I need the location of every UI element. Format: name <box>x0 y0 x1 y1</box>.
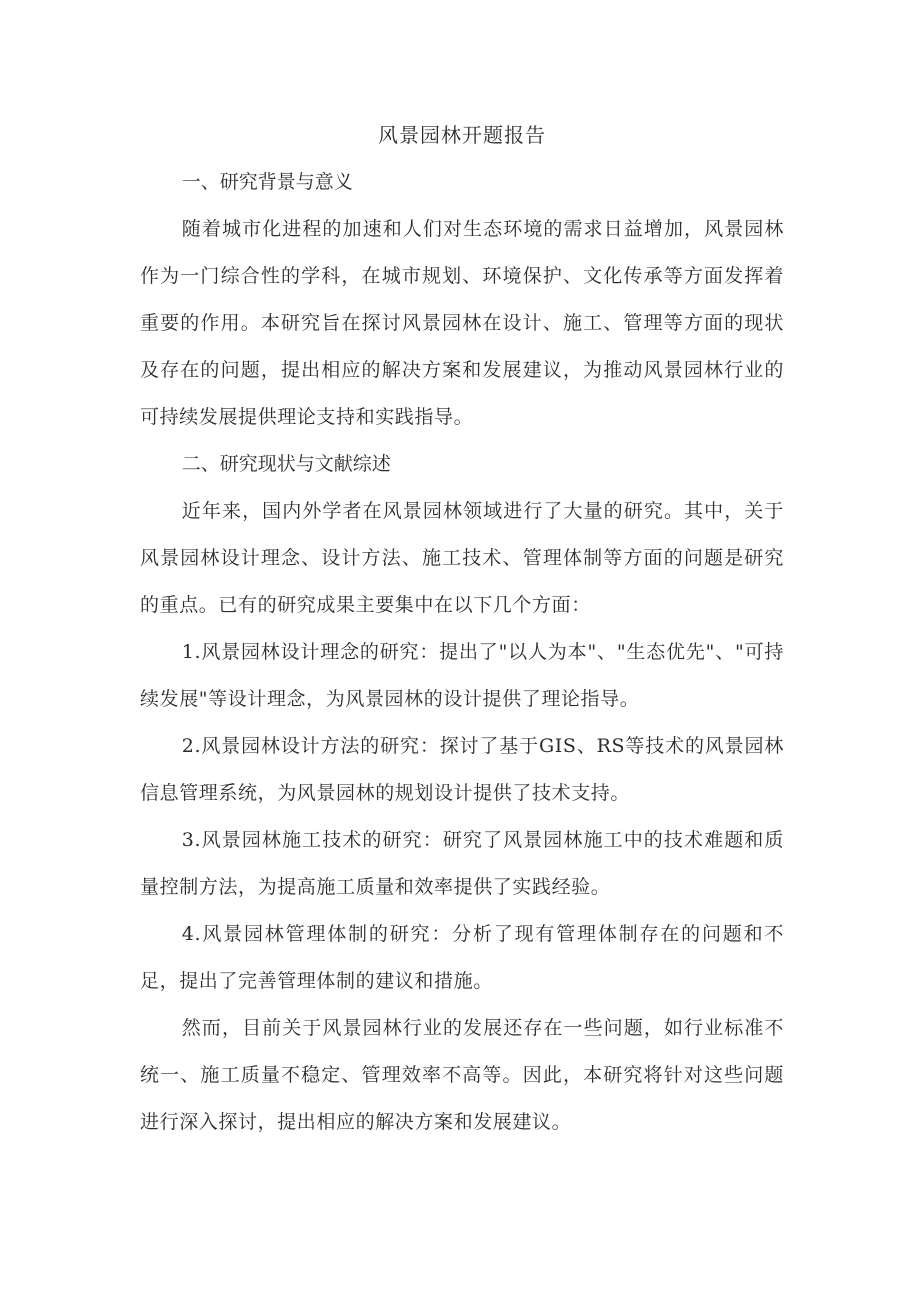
document-title: 风景园林开题报告 <box>378 123 546 147</box>
section-paragraph-conclusion: 然而，目前关于风景园林行业的发展还存在一些问题，如行业标准不统一、施工质量不稳定、管理效率不高等。因此，本研究将针对这些问题进行深入探讨，提出相应的解决方案和发展建议。 <box>140 1017 784 1133</box>
list-item: 2.风景园林设计方法的研究：探讨了基于GIS、RS等技术的风景园林信息管理系统，为风景园林的规划设计提供了技术支持。 <box>140 735 784 804</box>
section-heading-literature-review: 二、研究现状与文献综述 <box>181 453 391 475</box>
list-item: 1.风景园林设计理念的研究：提出了"以人为本"、"生态优先"、"可持续发展"等设计理念，为风景园林的设计提供了理论指导。 <box>140 641 784 710</box>
list-item: 3.风景园林施工技术的研究：研究了风景园林施工中的技术难题和质量控制方法，为提高施工质量和效率提供了实践经验。 <box>140 829 784 898</box>
section-heading-background: 一、研究背景与意义 <box>181 171 353 193</box>
section-paragraph-intro: 近年来，国内外学者在风景园林领域进行了大量的研究。其中，关于风景园林设计理念、设计方法、施工技术、管理体制等方面的问题是研究的重点。已有的研究成果主要集中在以下几个方面： <box>140 500 784 616</box>
list-item: 4.风景园林管理体制的研究：分析了现有管理体制存在的问题和不足，提出了完善管理体制的建议和措施。 <box>140 923 784 992</box>
document-body <box>140 112 784 1146</box>
section-paragraph-background: 随着城市化进程的加速和人们对生态环境的需求日益增加，风景园林作为一门综合性的学科，在城市规划、环境保护、文化传承等方面发挥着重要的作用。本研究旨在探讨风景园林在设计、施工、管理等方面的现状及存在的问题，提出相应的解决方案和发展建议，为推动风景园林行业的可持续发展提供理论支持和实践指导。 <box>140 218 784 428</box>
